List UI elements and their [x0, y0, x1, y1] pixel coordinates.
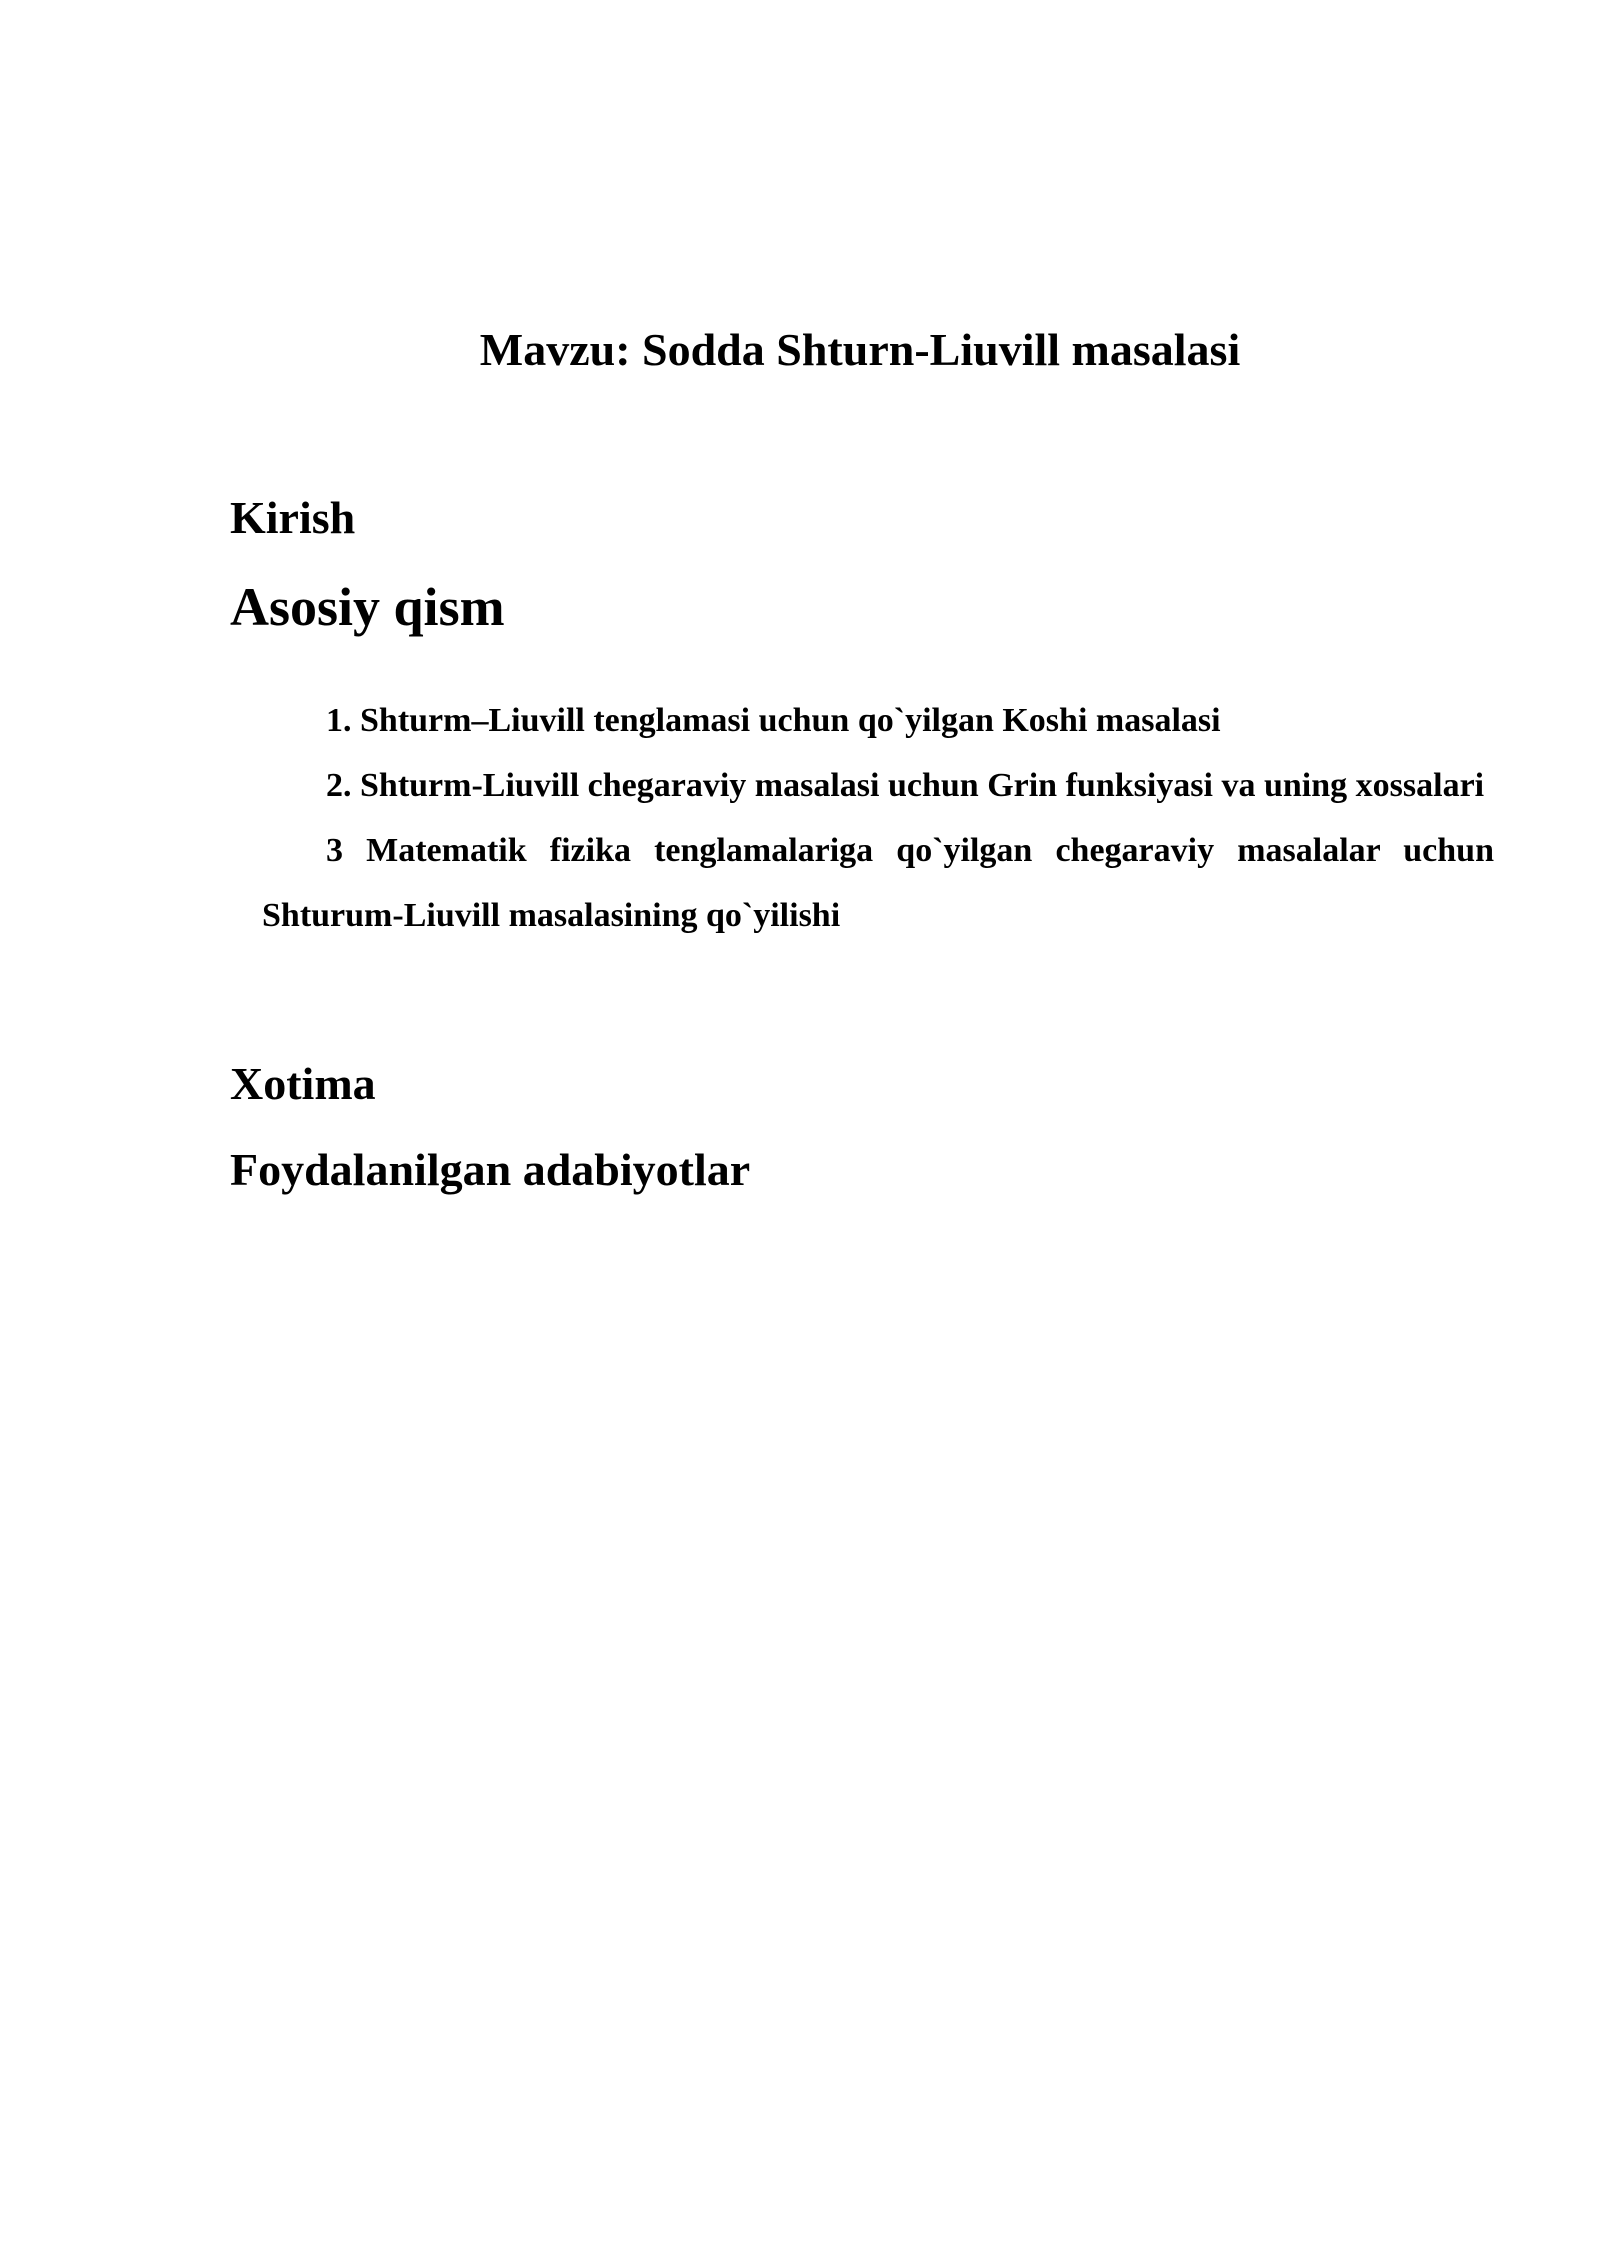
heading-main-part: Asosiy qism	[230, 577, 505, 637]
toc-item-2: 2. Shturm-Liuvill chegaraviy masalasi uchun Grin funksiyasi va uning xossalari	[326, 767, 1485, 804]
document-title: Mavzu: Sodda Shturn-Liuvill masalasi	[479, 324, 1241, 375]
toc-item-3: 3 Matematik fizika tenglamalariga qo`yilgan chegaraviy masalalar uchun Shturum-Liuvill masalasining qo`yilishi	[262, 832, 1494, 934]
heading-conclusion: Xotima	[230, 1058, 376, 1109]
heading-references: Foydalanilgan adabiyotlar	[230, 1144, 751, 1195]
table-of-contents	[262, 688, 1494, 948]
heading-introduction: Kirish	[230, 492, 356, 543]
toc-item-1: 1. Shturm–Liuvill tenglamasi uchun qo`yilgan Koshi masalasi	[326, 702, 1221, 739]
